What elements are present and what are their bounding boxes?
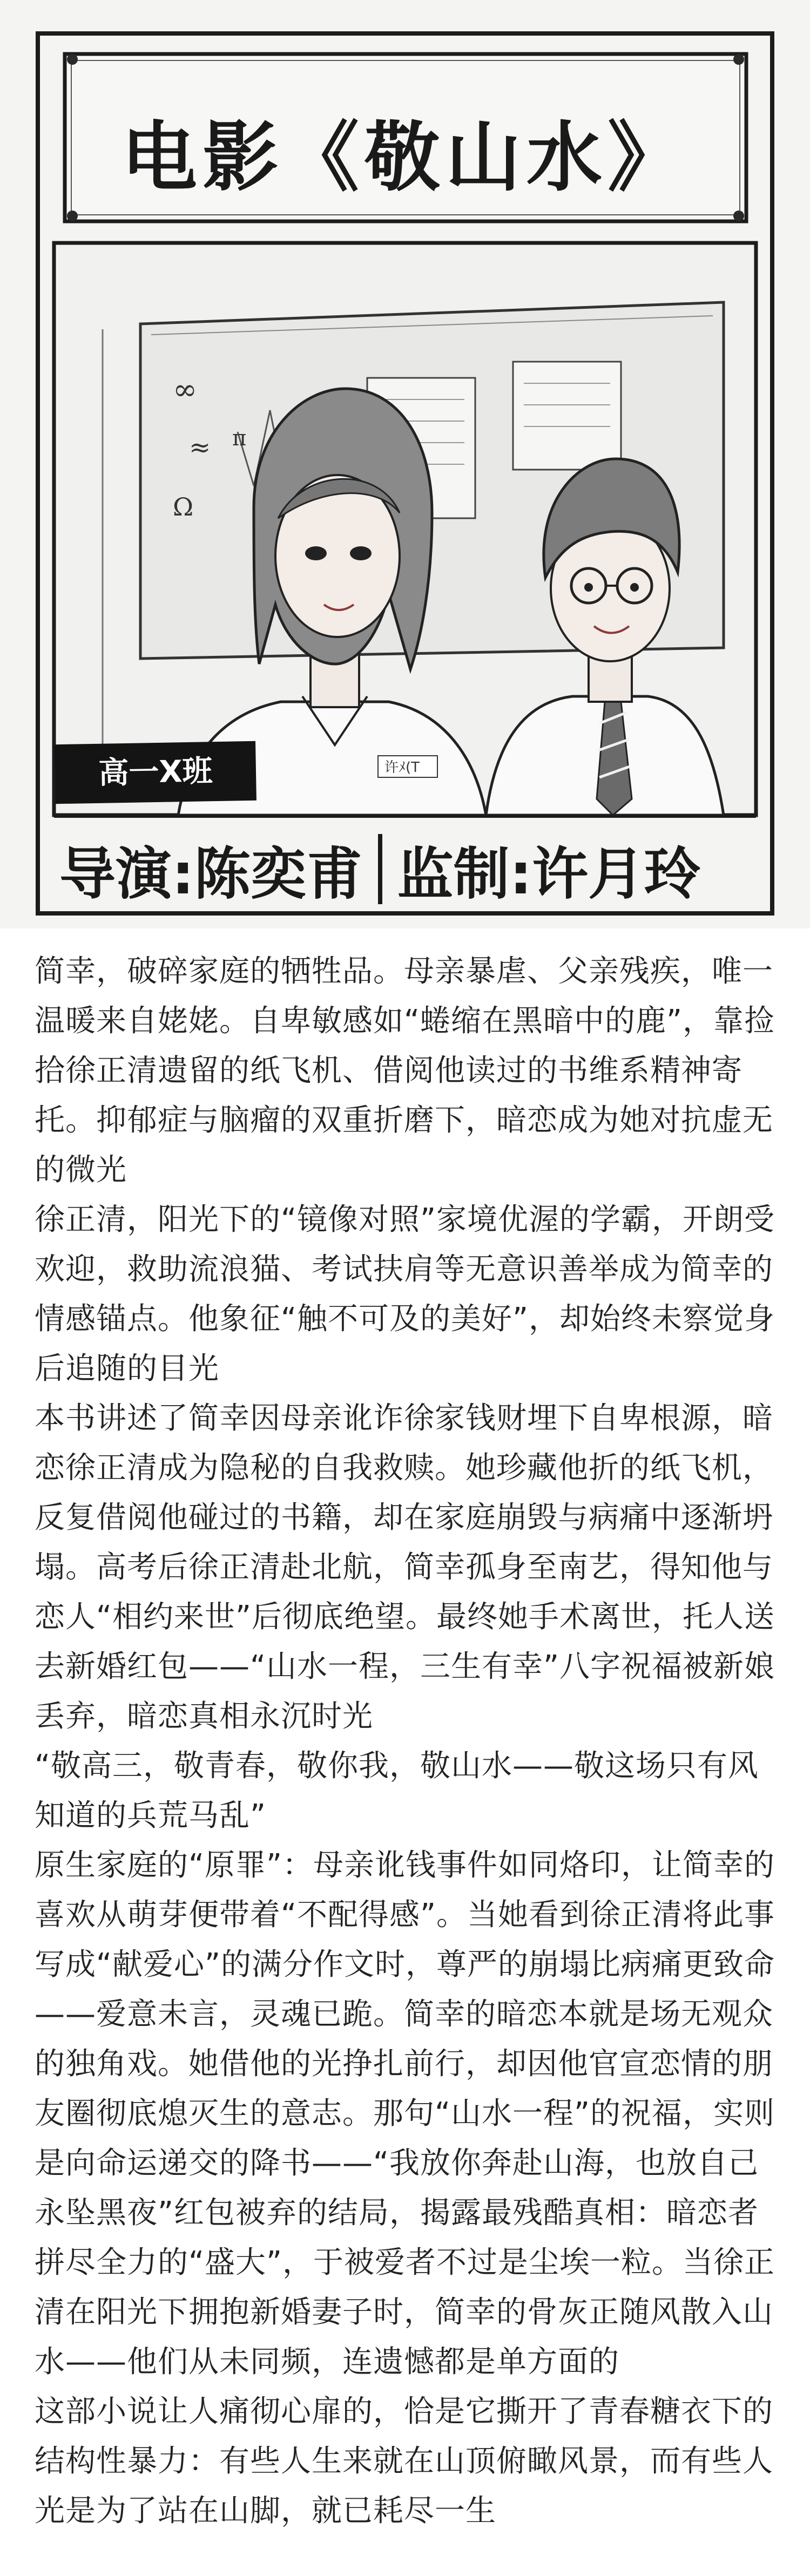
class-badge: 高一X班 bbox=[55, 741, 256, 804]
board-symbol: Ω bbox=[173, 492, 194, 521]
board-symbol: π bbox=[232, 426, 247, 451]
article-body bbox=[0, 928, 810, 2536]
paragraph: 徐正清，阳光下的“镜像对照”家境优渥的学霸，开朗受欢迎，救助流浪猫、考试扶肩等无意识善举成为简幸的情感锚点。他象征“触不可及的美好”，却始终未察觉身后追随的目光 bbox=[35, 1202, 775, 1386]
quote-paragraph: “敬高三，敬青春，敬你我，敬山水——敬这场只有风知道的兵荒马乱” bbox=[35, 1748, 759, 1833]
director-credit: 导演:陈奕甫 bbox=[59, 841, 363, 907]
paragraph: 简幸，破碎家庭的牺牲品。母亲暴虐、父亲残疾，唯一温暖来自姥姥。自卑敏感如“蜷缩在黑暗中的鹿”，靠捡拾徐正清遗留的纸飞机、借阅他读过的书维系精神寄托。抑郁症与脑瘤的双重折磨下，暗恋成为她对抗虚无的微光 bbox=[35, 954, 775, 1188]
paragraph: 原生家庭的“原罪”：母亲讹钱事件如同烙印，让简幸的喜欢从萌芽便带着“不配得感”。当她看到徐正清将此事写成“献爱心”的满分作文时，尊严的崩塌比病痛更致命——爱意未言，灵魂已跪。简幸的暗恋本就是场无观众的独角戏。她借他的光挣扎前行，却因他官宣恋情的朋友圈彻底熄灭生的意志。那句“山水一程”的祝福，实则是向命运递交的降书——“我放你奔赴山海，也放自己永坠黑夜”红包被弃的结局，揭露最残酷真相：暗恋者拼尽全力的“盛大”，于被爱者不过是尘埃一粒。当徐正清在阳光下拥抱新婚妻子时，简幸的骨灰正随风散入山水——他们从未同频，连遗憾都是单方面的 bbox=[35, 1848, 775, 2380]
paragraph: 这部小说让人痛彻心扉的，恰是它撕开了青春糖衣下的结构性暴力：有些人生来就在山顶俯瞰风景，而有些人光是为了站在山脚，就已耗尽一生 bbox=[35, 2394, 773, 2528]
board-note-right bbox=[513, 362, 621, 470]
poster-credits bbox=[59, 831, 751, 907]
paragraph: 本书讲述了简幸因母亲讹诈徐家钱财埋下自卑根源，暗恋徐正清成为隐秘的自我救赎。她珍藏他折的纸飞机，反复借阅他碰过的书籍，却在家庭崩毁与病痛中逐渐坍塌。高考后徐正清赴北航，简幸孤身至南艺，得知他与恋人“相约来世”后彻底绝望。最终她手术离世，托人送去新婚红包——“山水一程，三生有幸”八字祝福被新娘丢弃，暗恋真相永沉时光 bbox=[35, 1401, 775, 1734]
poster-title: 电影《敬山水》 bbox=[121, 114, 688, 202]
movie-poster bbox=[0, 0, 810, 928]
supervisor-credit: 监制:许月玲 bbox=[397, 841, 701, 907]
board-symbol: ≈ bbox=[189, 432, 211, 463]
credits-divider bbox=[378, 834, 382, 904]
name-tag: 许ﾒ(T bbox=[384, 760, 420, 776]
board-symbol: ∞ bbox=[173, 372, 197, 406]
